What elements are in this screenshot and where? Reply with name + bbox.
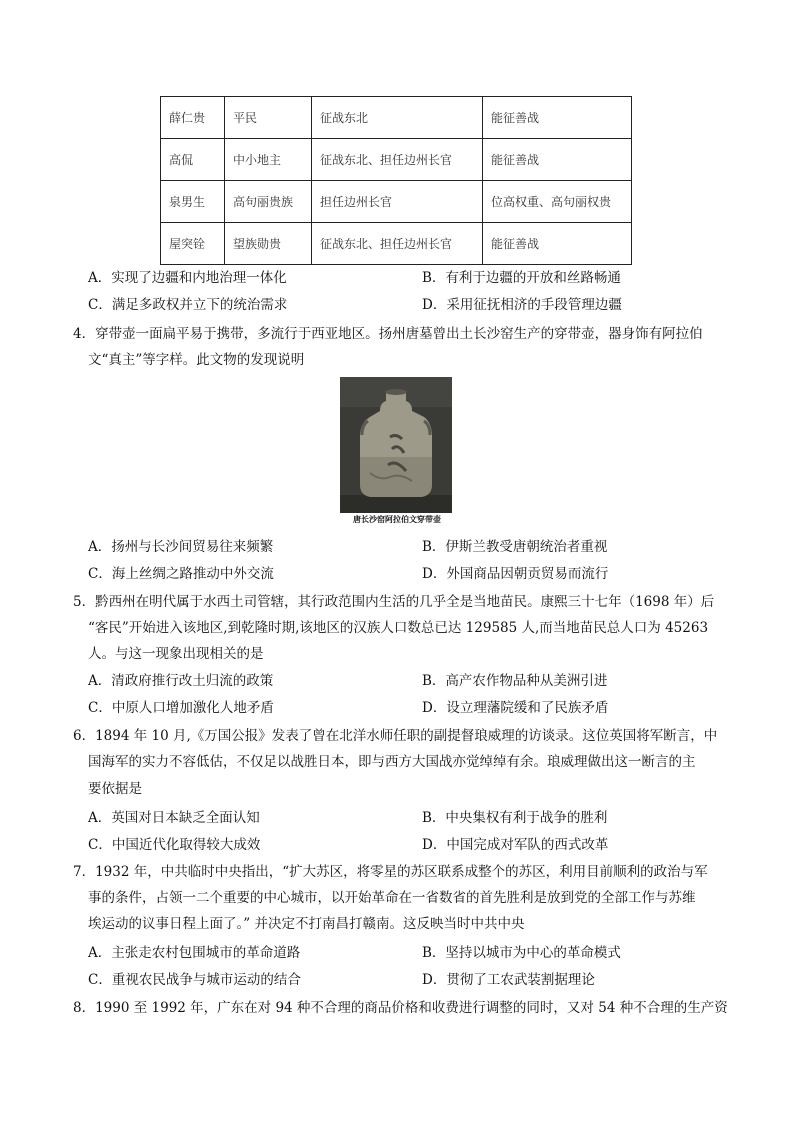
table-cell: 担任边州长官 — [312, 181, 483, 223]
table-cell: 能征善战 — [483, 97, 632, 139]
q5-stem-line3: 人。与这一现象出现相关的是 — [88, 646, 264, 662]
q7-option-d[interactable]: D．贯彻了工农武装割据理论 — [422, 972, 595, 988]
q6-option-d[interactable]: D．中国完成对军队的西式改革 — [422, 837, 609, 853]
table-cell: 薛仁贵 — [161, 97, 225, 139]
table-cell: 平民 — [225, 97, 312, 139]
table-cell: 征战东北 — [312, 97, 483, 139]
q7-stem-line1: 7．1932 年，中共临时中央指出，“扩大苏区，将零星的苏区联系成整个的苏区，利用目前顺利的政治与军 — [73, 864, 708, 880]
q5-option-c[interactable]: C．中原人口增加激化人地矛盾 — [88, 700, 274, 716]
q4-option-c[interactable]: C．海上丝绸之路推动中外交流 — [88, 566, 274, 582]
table-cell: 征战东北、担任边州长官 — [312, 223, 483, 265]
q5-stem-line1: 5．黔西州在明代属于水西土司管辖，其行政范围内生活的几乎全是当地苗民。康熙三十七年（1698 年）后 — [73, 594, 715, 610]
q3-option-b[interactable]: B．有利于边疆的开放和丝路畅通 — [422, 270, 621, 286]
table-cell: 屋突铨 — [161, 223, 225, 265]
q6-option-c[interactable]: C．中国近代化取得较大成效 — [88, 837, 261, 853]
q5-option-d[interactable]: D．设立理藩院缓和了民族矛盾 — [422, 700, 609, 716]
table-cell: 高句丽贵族 — [225, 181, 312, 223]
image-caption: 唐长沙窑阿拉伯文穿带壶 — [353, 515, 441, 524]
table-row — [161, 223, 632, 265]
q6-stem-line3: 要依据是 — [88, 781, 142, 797]
q5-option-a[interactable]: A．清政府推行改土归流的政策 — [88, 673, 274, 689]
q4-option-d[interactable]: D．外国商品因朝贡贸易而流行 — [422, 566, 609, 582]
q5-stem-line2: “客民”开始进入该地区,到乾隆时期,该地区的汉族人口数总已达 129585 人,而当地苗民总人口为 45263 — [88, 620, 709, 636]
table-cell: 泉男生 — [161, 181, 225, 223]
table-cell: 能征善战 — [483, 223, 632, 265]
table-cell: 位高权重、高句丽权贵 — [483, 181, 632, 223]
q4-stem-line1: 4．穿带壶一面扁平易于携带，多流行于西亚地区。扬州唐墓曾出土长沙窑生产的穿带壶，器身饰有阿拉伯 — [73, 326, 703, 342]
q6-option-b[interactable]: B．中央集权有利于战争的胜利 — [422, 810, 608, 826]
flask-photo — [340, 377, 452, 513]
q6-stem-line1: 6．1894 年 10 月,《万国公报》发表了曾在北洋水师任职的副提督琅威理的访谈录。这位英国将军断言，中 — [73, 728, 718, 744]
flask-image — [340, 377, 452, 513]
q8-stem-line1: 8．1990 至 1992 年，广东在对 94 种不合理的商品价格和收费进行调整的同时，又对 54 种不合理的生产资 — [73, 1000, 728, 1016]
table-row — [161, 181, 632, 223]
q3-option-c[interactable]: C．满足多政权并立下的统治需求 — [88, 297, 288, 313]
q4-stem-line2: 文“真主”等字样。此文物的发现说明 — [88, 352, 305, 368]
q6-option-a[interactable]: A．英国对日本缺乏全面认知 — [88, 810, 260, 826]
table-cell: 高侃 — [161, 139, 225, 181]
table-cell: 能征善战 — [483, 139, 632, 181]
table-row — [161, 139, 632, 181]
q6-stem-line2: 国海军的实力不容低估，不仅足以战胜日本，即与西方大国战亦觉绰绰有余。琅威理做出这一断言的主 — [88, 754, 696, 770]
q7-stem-line2: 事的条件，占领一二个重要的中心城市，以开始革命在一省数省的首先胜利是放到党的全部工作与苏维 — [88, 890, 696, 906]
q3-option-a[interactable]: A．实现了边疆和内地治理一体化 — [88, 270, 287, 286]
table-cell: 中小地主 — [225, 139, 312, 181]
table-cell: 望族勋贵 — [225, 223, 312, 265]
table-cell: 征战东北、担任边州长官 — [312, 139, 483, 181]
q7-option-b[interactable]: B．坚持以城市为中心的革命模式 — [422, 945, 621, 961]
q3-option-d[interactable]: D．采用征抚相济的手段管理边疆 — [422, 297, 622, 313]
table-row — [161, 97, 632, 139]
q7-option-a[interactable]: A．主张走农村包围城市的革命道路 — [88, 945, 301, 961]
q4-option-a[interactable]: A．扬州与长沙间贸易往来频繁 — [88, 539, 274, 555]
q7-stem-line3: 埃运动的议事日程上面了。” 并决定不打南昌打赣南。这反映当时中共中央 — [88, 916, 525, 932]
q4-option-b[interactable]: B．伊斯兰教受唐朝统治者重视 — [422, 539, 608, 555]
comparison-table — [160, 96, 632, 265]
q7-option-c[interactable]: C．重视农民战争与城市运动的结合 — [88, 972, 301, 988]
q5-option-b[interactable]: B．高产农作物品种从美洲引进 — [422, 673, 608, 689]
